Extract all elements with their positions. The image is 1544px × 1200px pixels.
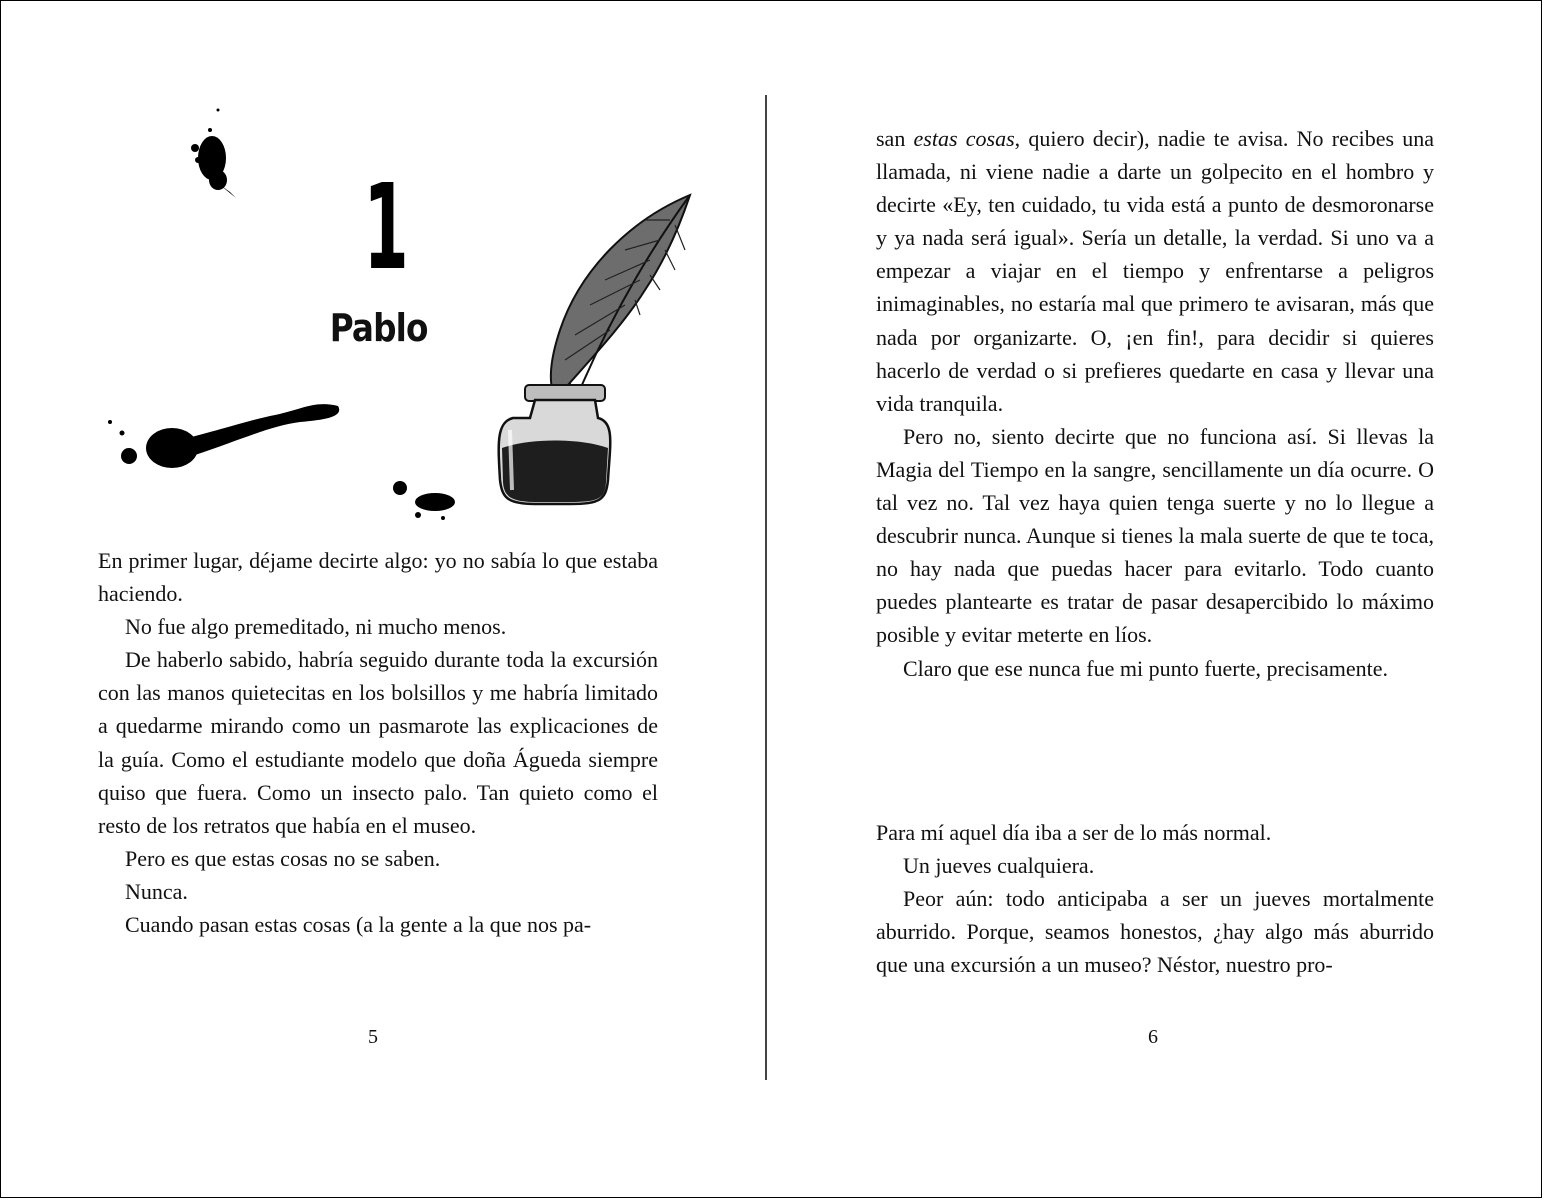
paragraph: Pero es que estas cosas no se saben. bbox=[125, 845, 441, 871]
paragraph: Peor aún: todo anticipaba a ser un jueves mortalmente aburrido. Porque, seamos honestos, ¿hay algo más aburrido que una excursión a un museo? Néstor, nuestro pro- bbox=[876, 886, 1434, 978]
paragraph: Para mí aquel día iba a ser de lo más normal. bbox=[876, 820, 1272, 845]
book-spine bbox=[765, 95, 767, 1080]
page-number-right: 6 bbox=[1148, 1026, 1158, 1048]
page-number-left: 5 bbox=[368, 1026, 378, 1048]
emphasis-text: estas cosas bbox=[913, 126, 1015, 151]
chapter-number: 1 bbox=[363, 158, 409, 296]
text-span: san bbox=[876, 126, 914, 151]
paragraph: De haberlo sabido, habría seguido durante toda la excursión con las manos quietecitas en los bolsillos y me habría limitado a quedarme mirando como un pasmarote las explicaciones de la guía. Como el estudiante modelo que doña Águeda siempre quiso que fuera. Como un insecto palo. Tan quieto como el resto de los retratos que había en el museo. bbox=[98, 647, 658, 838]
paragraph: En primer lugar, déjame decirte algo: yo no sabía lo que estaba haciendo. bbox=[98, 548, 658, 607]
paragraph: Un jueves cualquiera. bbox=[903, 853, 1095, 879]
paragraph bbox=[876, 122, 1434, 420]
paragraph: Claro que ese nunca fue mi punto fuerte, precisamente. bbox=[903, 655, 1389, 681]
paragraph: Cuando pasan estas cosas (a la gente a la que nos pa- bbox=[125, 912, 592, 938]
ink-splatter-icon bbox=[108, 404, 455, 520]
right-page-text bbox=[876, 122, 1434, 685]
inkwell-icon bbox=[499, 385, 611, 504]
paragraph: Pero no, siento decirte que no funciona así. Si llevas la Magia del Tiempo en la sangre, sencillamente un día ocurre. O tal vez no. Tal vez haya quien tenga suerte y no lo llegue a descubrir nunca. Aunque si tienes la mala suerte de que te toca, no hay nada que puedas hacer para evitarlo. Todo cuanto puedes plantearte es tratar de pasar desapercibido lo máximo posible y evitar meterte en líos. bbox=[876, 423, 1434, 648]
ink-splatter-icon bbox=[191, 109, 236, 199]
paragraph: No fue algo premeditado, ni mucho menos. bbox=[125, 614, 507, 640]
left-page-text bbox=[98, 544, 658, 941]
right-page-section bbox=[876, 816, 1434, 981]
text-span: , quiero decir), nadie te avisa. No recibes una llamada, ni viene nadie a darte un golpecito en el hombro y decirte «Ey, ten cuidado, tu vida está a punto de desmoronarse y ya nada será igual». Sería un detalle, la verdad. Si uno va a empezar a viajar en el tiempo y enfrentarse a peligros inimaginables, no estaría mal que primero te avisaran, más que nada por organizarte. O, ¡en fin!, para decidir si quieres hacerlo de verdad o si prefieres quedarte en casa y llevar una vida tranquila. bbox=[876, 126, 1435, 416]
paragraph: Nunca. bbox=[125, 878, 188, 904]
chapter-title: Pablo bbox=[329, 306, 428, 350]
